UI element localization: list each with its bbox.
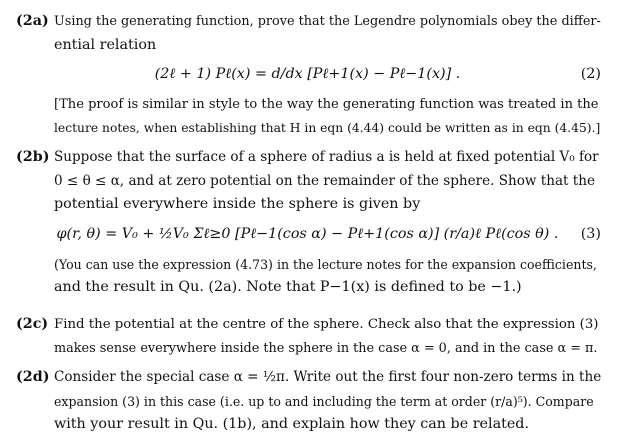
text-line: with your result in Qu. (1b), and explain how they can be related. xyxy=(54,416,530,432)
problem-label: (2d) xyxy=(16,369,50,385)
text-line: ential relation xyxy=(54,36,157,53)
equation-body: φ(r, θ) = V₀ + ½V₀ Σℓ≥0 [Pℓ−1(cos α) − Pℓ+1(cos α)] (r/a)ℓ Pℓ(cos θ) . xyxy=(56,225,559,242)
problem-2c xyxy=(16,313,601,360)
text-line: (You can use the expression (4.73) in the lecture notes for the expansion coefficients, xyxy=(54,256,597,272)
text-line: Using the generating function, prove that the Legendre polynomials obey the differ- xyxy=(54,14,601,29)
problem-label: (2a) xyxy=(16,13,49,29)
text-line: makes sense everywhere inside the sphere in the case α = 0, and in the case α = π. xyxy=(54,340,598,356)
equation-tag: (2) xyxy=(580,66,601,83)
problem-label: (2c) xyxy=(16,316,49,332)
problem-label: (2b) xyxy=(16,149,50,165)
problem-2a xyxy=(16,10,601,140)
equation-tag: (3) xyxy=(580,225,601,242)
equation-2 xyxy=(54,57,601,93)
equation-3 xyxy=(54,217,601,253)
problem-2d xyxy=(16,366,601,437)
text-line: and the result in Qu. (2a). Note that P−1(x) is defined to be −1.) xyxy=(54,279,522,295)
text-line: Suppose that the surface of a sphere of radius a is held at fixed potential V₀ for xyxy=(54,149,599,165)
equation-body: (2ℓ + 1) Pℓ(x) = d/dx [Pℓ+1(x) − Pℓ−1(x)] . xyxy=(154,66,461,83)
text-line: Find the potential at the centre of the sphere. Check also that the expression (3) xyxy=(54,317,599,332)
problem-2b xyxy=(16,146,601,300)
text-line: potential everywhere inside the sphere is given by xyxy=(54,196,421,212)
text-line: expansion (3) in this case (i.e. up to and including the term at order (r/a)⁵). Compare xyxy=(54,393,594,409)
text-line: 0 ≤ θ ≤ α, and at zero potential on the remainder of the sphere. Show that the xyxy=(54,172,595,189)
text-line: [The proof is similar in style to the way the generating function was treated in the xyxy=(54,97,599,112)
text-line: lecture notes, when establishing that H in eqn (4.44) could be written as in eqn (4.45).] xyxy=(54,120,601,135)
text-line: Consider the special case α = ½π. Write out the first four non-zero terms in the xyxy=(54,369,602,385)
